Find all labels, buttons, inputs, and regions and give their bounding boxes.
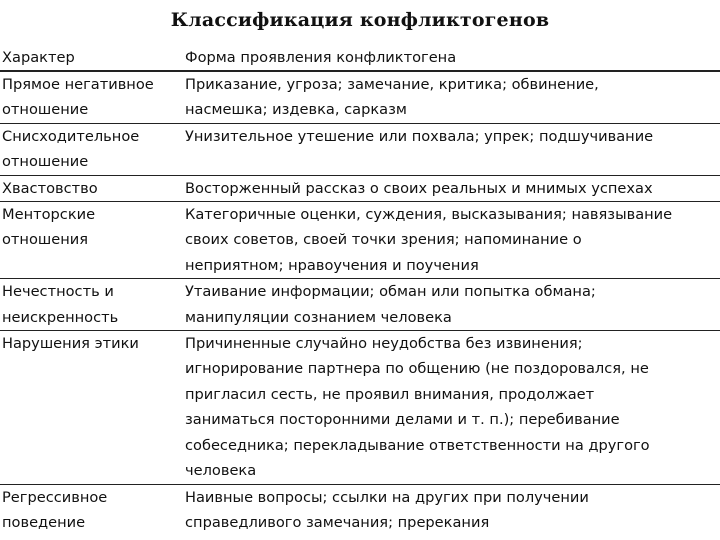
character-cell: Менторские отношения — [0, 202, 183, 279]
character-cell: Прямое негативное отношение — [0, 71, 183, 123]
table-row — [0, 202, 720, 279]
character-cell: Нарушения этики — [0, 331, 183, 484]
character-cell: Снисходительное отношение — [0, 123, 183, 175]
form-cell: Восторженный рассказ о своих реальных и мнимых успехах — [183, 175, 720, 201]
character-cell: Нечестность и неискренность — [0, 279, 183, 331]
character-cell: Хвастовство — [0, 175, 183, 201]
table-header-row — [0, 46, 720, 71]
header-character: Характер — [0, 46, 183, 71]
page-title: Классификация конфликтогенов — [170, 9, 550, 31]
table-row — [0, 71, 720, 123]
character-cell: Регрессивное поведение — [2, 488, 108, 531]
header-form: Форма проявления конфликтогена — [183, 46, 720, 71]
table-row — [0, 331, 720, 484]
form-cell: Наивные вопросы; ссылки на других при получении справедливого замечания; пререкания — [185, 488, 589, 531]
form-cell: Категоричные оценки, суждения, высказывания; навязывание своих советов, своей точки зрения; напоминание о неприятном; нравоучения и поучения — [183, 202, 720, 279]
table-row — [0, 279, 720, 331]
form-cell: Унизительное утешение или похвала; упрек; подшучивание — [183, 123, 720, 175]
form-cell: Приказание, угроза; замечание, критика; обвинение, насмешка; издевка, сарказм — [183, 71, 720, 123]
table-row — [0, 175, 720, 201]
table-row — [0, 484, 720, 535]
form-cell: Утаивание информации; обман или попытка обмана; манипуляции сознанием человека — [183, 279, 720, 331]
form-cell: Причиненные случайно неудобства без извинения; игнорирование партнера по общению (не поздоровался, не пригласил сесть, не проявил внимания, продолжает заниматься посторонними делами и т. п.); перебивание собеседника; перекладывание ответственности на другого человека — [183, 331, 720, 484]
table-row — [0, 123, 720, 175]
conflictogen-table — [0, 46, 720, 535]
